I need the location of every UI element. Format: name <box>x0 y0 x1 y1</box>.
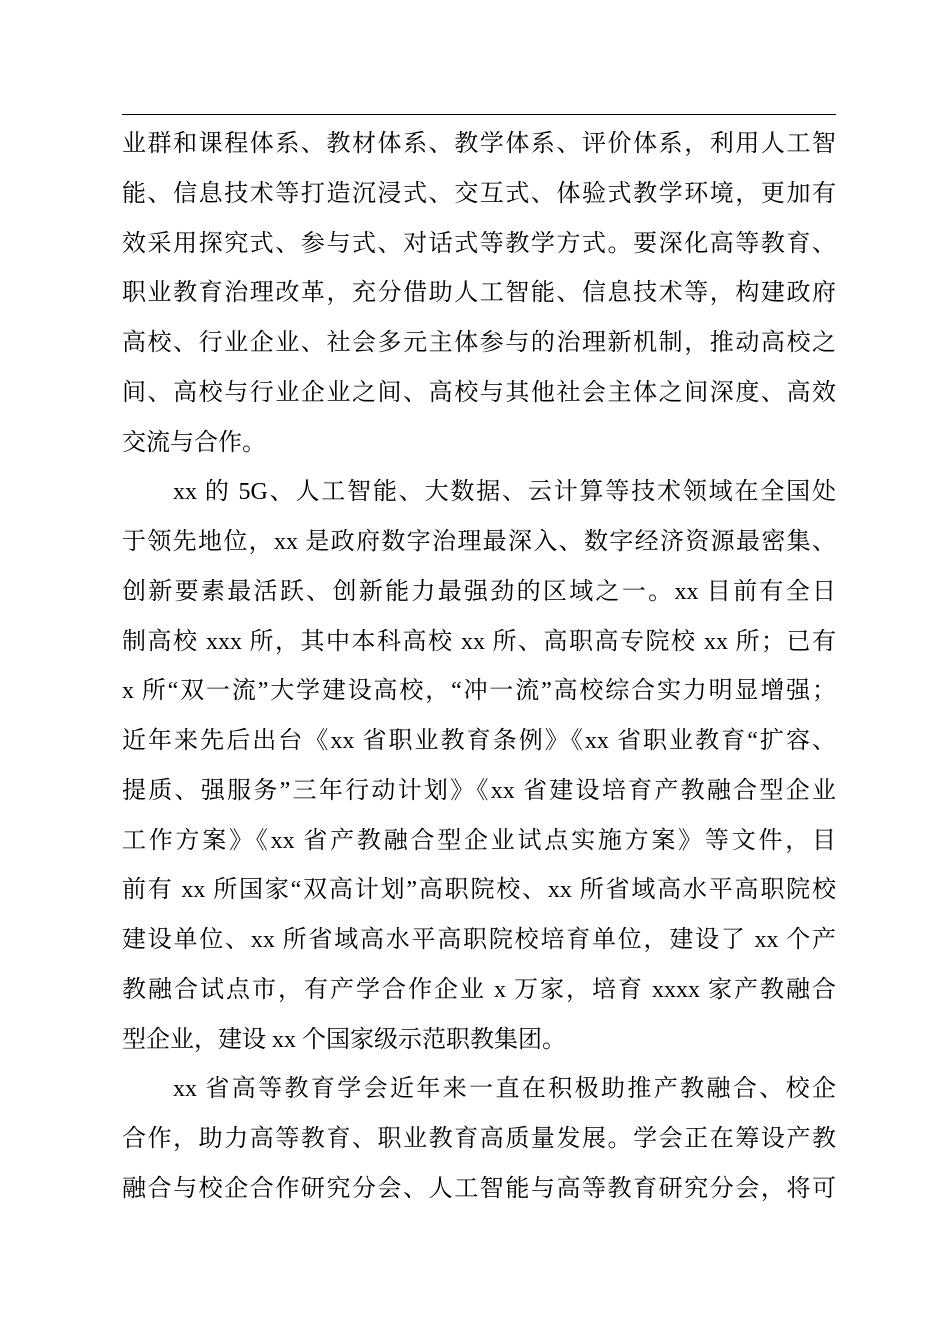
text-line: 业群和课程体系、教材体系、教学体系、评价体系，利用人工智 <box>122 131 836 157</box>
text-line: 前有 xx 所国家“双高计划”高职院校、xx 所省域高水平高职院校 <box>122 877 836 904</box>
text-line: 教融合试点市，有产学合作企业 x 万家，培育 xxxx 家产教融合 <box>122 976 836 1003</box>
paragraph <box>122 468 836 1065</box>
text-line: 提质、强服务”三年行动计划》《xx 省建设培育产教融合型企业 <box>122 777 836 804</box>
text-line: 工作方案》《xx 省产教融合型企业试点实施方案》等文件，目 <box>122 827 836 854</box>
text-line: 合作，助力高等教育、职业教育高质量发展。学会正在筹设产教 <box>122 1126 836 1152</box>
text-line: 能、信息技术等打造沉浸式、交互式、体验式教学环境，更加有 <box>122 180 836 207</box>
document-body <box>122 120 836 1215</box>
text-line: 间、高校与行业企业之间、高校与其他社会主体之间深度、高效 <box>122 379 836 406</box>
paragraph <box>122 1065 836 1214</box>
text-line: 创新要素最活跃、创新能力最强劲的区域之一。xx 目前有全日 <box>122 578 836 605</box>
text-line: 交流与合作。 <box>122 429 266 456</box>
header-rule <box>122 114 836 115</box>
text-line: 效采用探究式、参与式、对话式等教学方式。要深化高等教育、 <box>122 230 836 257</box>
text-line: 近年来先后出台《xx 省职业教育条例》《xx 省职业教育“扩容、 <box>122 728 836 754</box>
text-line: 型企业，建设 xx 个国家级示范职教集团。 <box>122 1026 566 1053</box>
text-line: 建设单位、xx 所省域高水平高职院校培育单位，建设了 xx 个产 <box>122 927 836 953</box>
text-line: 职业教育治理改革，充分借助人工智能、信息技术等，构建政府 <box>122 280 836 307</box>
paragraph <box>122 120 836 468</box>
text-line: x 所“双一流”大学建设高校，“冲一流”高校综合实力明显增强； <box>122 678 836 705</box>
text-line: xx 的 5G、人工智能、大数据、云计算等技术领域在全国处 <box>173 479 836 506</box>
text-line: 融合与校企合作研究分会、人工智能与高等教育研究分会，将可 <box>122 1175 836 1202</box>
text-line: xx 省高等教育学会近年来一直在积极助推产教融合、校企 <box>173 1076 836 1103</box>
text-line: 于领先地位，xx 是政府数字治理最深入、数字经济资源最密集、 <box>122 529 836 555</box>
text-line: 高校、行业企业、社会多元主体参与的治理新机制，推动高校之 <box>122 330 836 356</box>
text-line: 制高校 xxx 所，其中本科高校 xx 所、高职高专院校 xx 所；已有 <box>122 628 836 655</box>
